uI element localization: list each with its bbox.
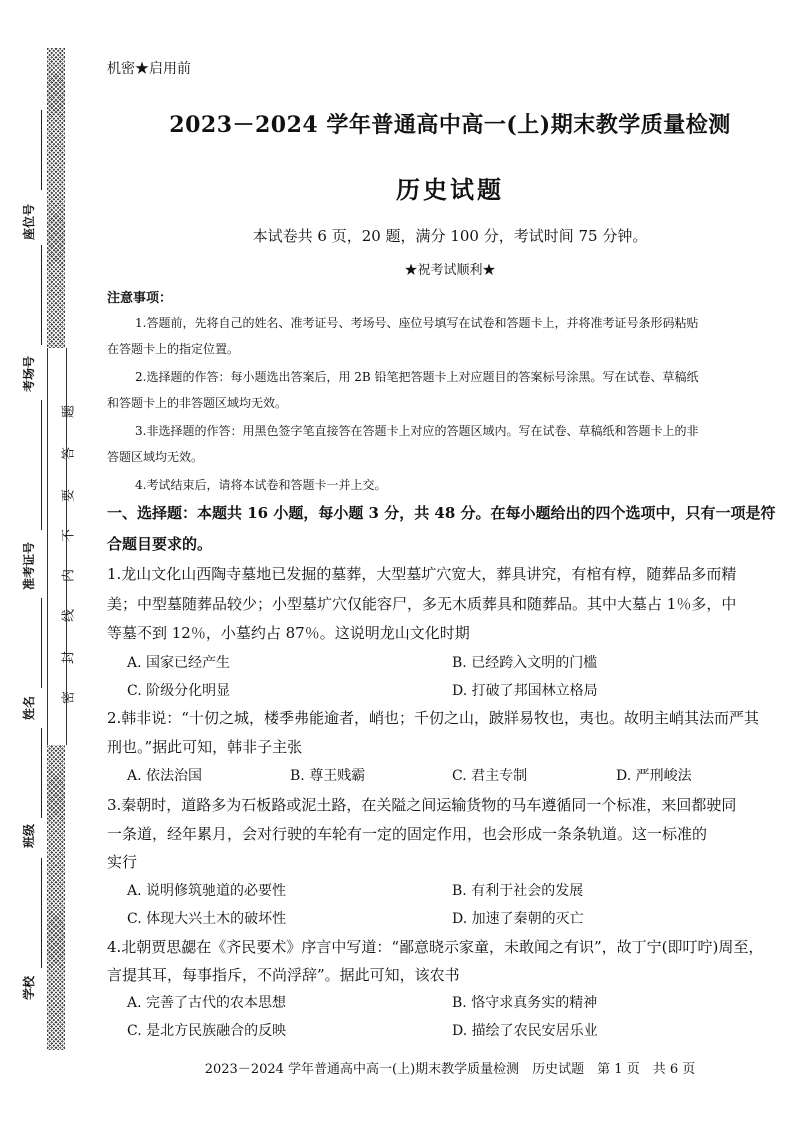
- option-c[interactable]: C. 阶级分化明显: [127, 683, 231, 699]
- hatch-pattern-top: [47, 48, 65, 348]
- seal-char: 要: [61, 489, 77, 503]
- option-a[interactable]: A. 国家已经产生: [127, 655, 231, 671]
- confidential-mark: 机密★启用前: [107, 61, 191, 77]
- section-instruction: 一、选择题：本题共 16 小题，每小题 3 分，共 48 分。在每小题给出的四个选项中，只有一项是符: [107, 504, 776, 522]
- class-label: 班级: [22, 823, 36, 848]
- question-text: 4.北朝贾思勰在《齐民要术》序言中写道：“鄙意晓示家童，未敢闻之有识”，故丁宁(即叮咛)周至，: [107, 938, 764, 956]
- seal-char: 密: [61, 691, 77, 705]
- option-d[interactable]: D. 严刑峻法: [616, 768, 692, 784]
- option-a[interactable]: A. 依法治国: [127, 768, 203, 784]
- exam-room-label: 考场号: [22, 355, 36, 392]
- question-text: 刑也。”据此可知，韩非子主张: [107, 738, 303, 756]
- good-luck-line: ★祝考试顺利★: [404, 263, 496, 278]
- notice-line: 3.非选择题的作答：用黑色签字笔直接答在答题卡上对应的答题区域内。写在试卷、草稿纸和答题卡上的非: [135, 424, 699, 438]
- exam-room-fill-line: [41, 245, 42, 345]
- notice-line: 和答题卡上的非答题区域均无效。: [107, 396, 288, 410]
- option-d[interactable]: D. 描绘了农民安居乐业: [452, 1023, 598, 1039]
- notice-line: 1.答题前，先将自己的姓名、准考证号、考场号、座位号填写在试卷和答题卡上，并将准考证号条形码粘贴: [135, 316, 699, 330]
- question-text: 1.龙山文化山西陶寺墓地已发掘的墓葬，大型墓圹穴宽大，葬具讲究，有棺有椁，随葬品多而精: [107, 565, 737, 583]
- option-b[interactable]: B. 尊王贱霸: [290, 768, 366, 784]
- exam-no-label: 准考证号: [22, 541, 36, 590]
- question-text: 一条道，经年累月，会对行驶的车轮有一定的固定作用，也会形成一条条轨道。这一标准的: [107, 825, 708, 843]
- notice-line: 4.考试结束后，请将本试卷和答题卡一并上交。: [135, 478, 387, 492]
- option-b[interactable]: B. 有利于社会的发展: [452, 883, 584, 899]
- option-a[interactable]: A. 完善了古代的农本思想: [127, 995, 287, 1011]
- school-label: 学校: [22, 975, 36, 1000]
- paper-info: 本试卷共 6 页，20 题，满分 100 分，考试时间 75 分钟。: [252, 227, 648, 245]
- question-text: 实行: [107, 853, 138, 871]
- seal-char: 封: [61, 651, 77, 665]
- option-c[interactable]: C. 君主专制: [452, 768, 528, 784]
- seat-label: 座位号: [22, 203, 36, 240]
- notice-heading: 注意事项：: [107, 291, 173, 306]
- question-text: 美；中型墓随葬品较少；小型墓圹穴仅能容尸，多无木质葬具和随葬品。其中大墓占 1％多，中: [107, 595, 737, 613]
- question-text: 3.秦朝时，道路多为石板路或泥土路，在关隘之间运输货物的马车遵循同一个标准，来回都驶同: [107, 796, 737, 814]
- binding-strip: [0, 0, 100, 1123]
- school-fill-line: [41, 858, 42, 968]
- option-c[interactable]: C. 是北方民族融合的反映: [127, 1023, 287, 1039]
- seal-char: 不: [61, 529, 77, 543]
- exam-no-fill-line: [41, 400, 42, 530]
- section-instruction: 合题目要求的。: [107, 535, 213, 553]
- seal-char: 内: [61, 569, 77, 583]
- name-label: 姓名: [22, 695, 36, 720]
- class-fill-line: [41, 728, 42, 818]
- option-d[interactable]: D. 加速了秦朝的灭亡: [452, 911, 584, 927]
- seat-fill-line: [41, 110, 42, 190]
- hatch-pattern-bottom: [47, 745, 65, 1050]
- subject-title: 历史试题: [396, 175, 504, 204]
- question-text: 2.韩非说：“十仞之城，楼季弗能逾者，峭也；千仞之山，跛牂易牧也，夷也。故明主峭其法而严其: [107, 709, 759, 727]
- exam-title: 2023－2024 学年普通高中高一(上)期末教学质量检测: [169, 112, 731, 138]
- seal-char: 线: [61, 609, 77, 623]
- name-fill-line: [41, 598, 42, 688]
- option-a[interactable]: A. 说明修筑驰道的必要性: [127, 883, 287, 899]
- notice-line: 在答题卡上的指定位置。: [107, 342, 240, 356]
- option-d[interactable]: D. 打破了邦国林立格局: [452, 683, 598, 699]
- notice-line: 答题区域均无效。: [107, 450, 204, 464]
- option-b[interactable]: B. 已经跨入文明的门槛: [452, 655, 598, 671]
- seal-char: 题: [61, 405, 77, 419]
- question-text: 等墓不到 12％，小墓约占 87％。这说明龙山文化时期: [107, 624, 470, 642]
- seal-char: 答: [61, 447, 77, 461]
- page-footer: 2023－2024 学年普通高中高一(上)期末教学质量检测 历史试题 第 1 页 共 6 页: [204, 1062, 696, 1077]
- option-c[interactable]: C. 体现大兴土木的破坏性: [127, 911, 287, 927]
- notice-line: 2.选择题的作答：每小题选出答案后，用 2B 铅笔把答题卡上对应题目的答案标号涂黑。写在试卷、草稿纸: [135, 370, 699, 384]
- question-text: 言提其耳，每事指斥，不尚浮辞”。据此可知，该农书: [107, 966, 460, 984]
- option-b[interactable]: B. 恪守求真务实的精神: [452, 995, 598, 1011]
